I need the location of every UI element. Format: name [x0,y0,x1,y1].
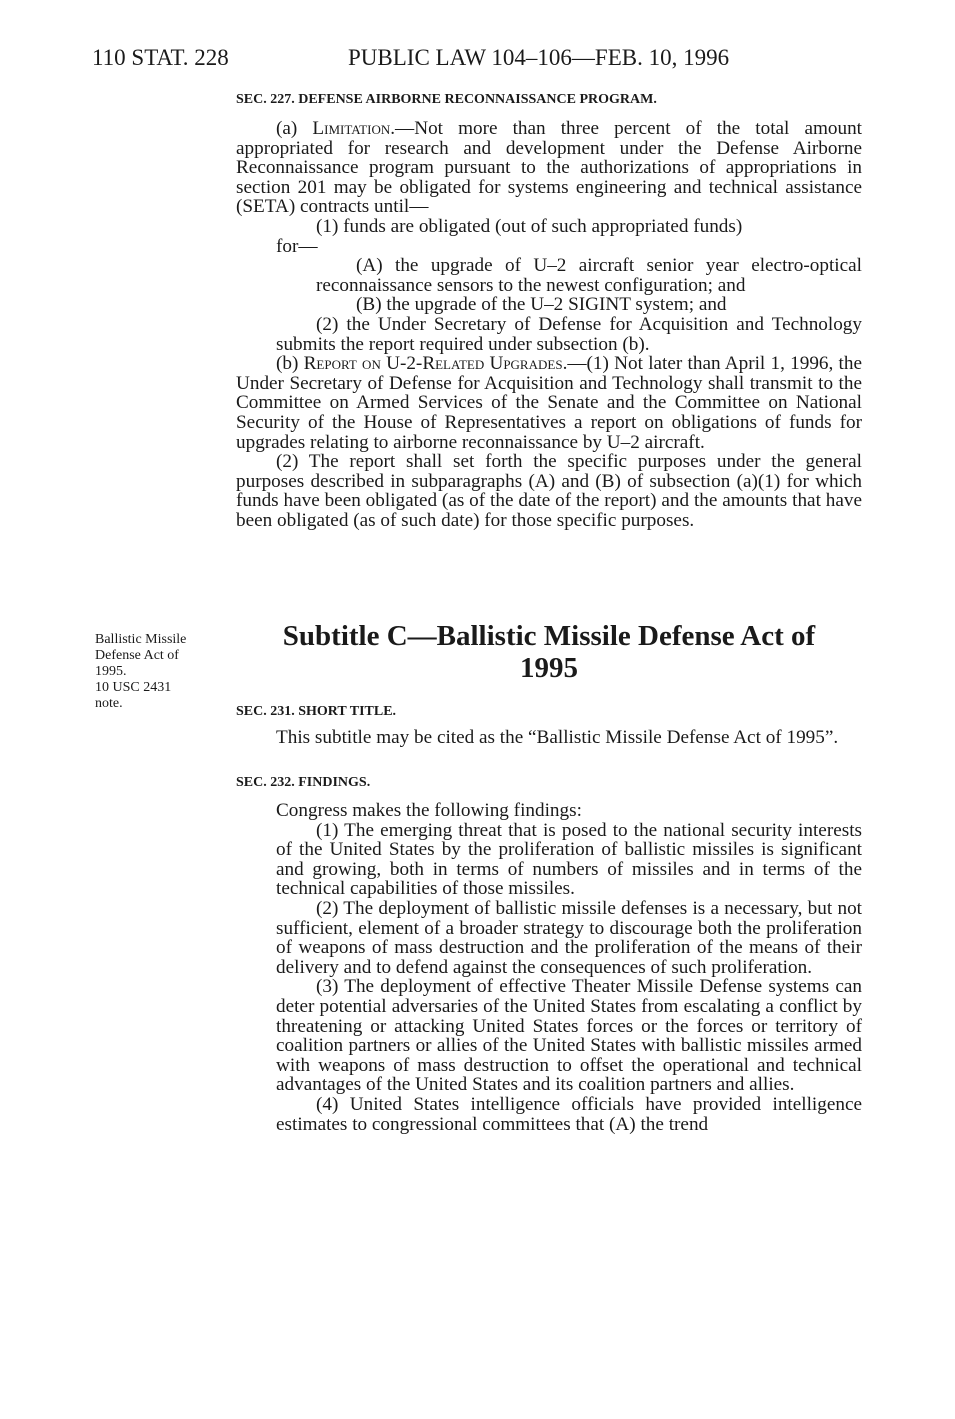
subsection-caption: Limitation [312,118,391,139]
subsection-b-paragraph-2: (2) The report shall set forth the specific purposes under the general purposes described in subparagraphs (A) and (B) of subsection (a)(1) for which funds have been obligated (as of the date of the report) and the amounts that have been obligated (as of such date) for those specific purposes. [236,451,862,531]
finding-2: (2) The deployment of ballistic missile defenses is a necessary, but not sufficient, element of a broader strategy to discourage both the proliferation of weapons of mass destruction and the proliferation of the means of their delivery and to defend against the consequences of such proliferation. [276,897,862,978]
paragraph-1: (1) funds are obligated (out of such appropriated funds) [316,215,743,237]
subsection-caption: Report on U-2-Related Upgrades [303,353,563,375]
finding-3: (3) The deployment of effective Theater Missile Defense systems can deter potential adversaries of the United States from escalating a conflict by threatening or attacking United States forces or the forces or territory of coalition partners or allies of the United States with ballistic missiles armed with weapons of mass destruction to offset the operational and technical advantages of the United States and its coalition partners and allies. [276,976,862,1096]
findings-intro: Congress makes the following findings: [276,800,582,821]
finding-4: (4) United States intelligence officials have provided intelligence estimates to congressional committees that (A) the trend [276,1093,862,1135]
section-heading: SEC. 232. FINDINGS. [236,775,371,790]
section-heading: SEC. 227. DEFENSE AIRBORNE RECONNAISSANCE PROGRAM. [236,92,657,107]
section-232 [236,775,862,1134]
subtitle-heading: Subtitle C—Ballistic Missile Defense Act of 1995 [282,620,816,684]
subparagraph-b: (B) the upgrade of the U–2 SIGINT system; and [356,294,727,316]
section-231 [236,704,862,748]
section-heading: SEC. 231. SHORT TITLE. [236,704,397,719]
short-title-text: This subtitle may be cited as the “Ballistic Missile Defense Act of 1995”. [276,727,839,748]
public-law-citation: PUBLIC LAW 104–106—FEB. 10, 1996 [348,45,730,70]
subsection-a: (a) Limitation.—Not more than three percent of the total amount appropriated for research and development under the Defense Airborne Reconnaissance program pursuant to the authorizations of appropriations in section 201 may be obligated for systems engineering and technical assistance (SETA) contracts until— [236,118,863,218]
subsection-b: (b) Report on U-2-Related Upgrades.—(1) Not later than April 1, 1996, the Under Secretary of Defense for Acquisition and Technology shall transmit to the Committee on Armed Services of the Senate and the Committee on National Security of the House of Representatives a report on obligations of funds for upgrades relating to airborne reconnaissance by U–2 aircraft. [236,353,862,453]
paragraph-1-continuation: for— [276,235,318,257]
subparagraph-a: (A) the upgrade of U–2 aircraft senior year electro-optical reconnaissance sensors to the newest configuration; and [316,255,862,296]
finding-1: (1) The emerging threat that is posed to the national security interests of the United States by the proliferation of ballistic missiles is significant and growing, both in terms of numbers of missiles and in terms of the technical capabilities of those missiles. [276,819,862,900]
margin-note: Ballistic Missile Defense Act of 1995. 10 USC 2431 note. [95,632,187,711]
paragraph-2: (2) the Under Secretary of Defense for Acquisition and Technology submits the report required under subsection (b). [276,313,862,355]
section-227 [236,92,862,530]
statute-page-number: 110 STAT. 228 [92,45,229,70]
